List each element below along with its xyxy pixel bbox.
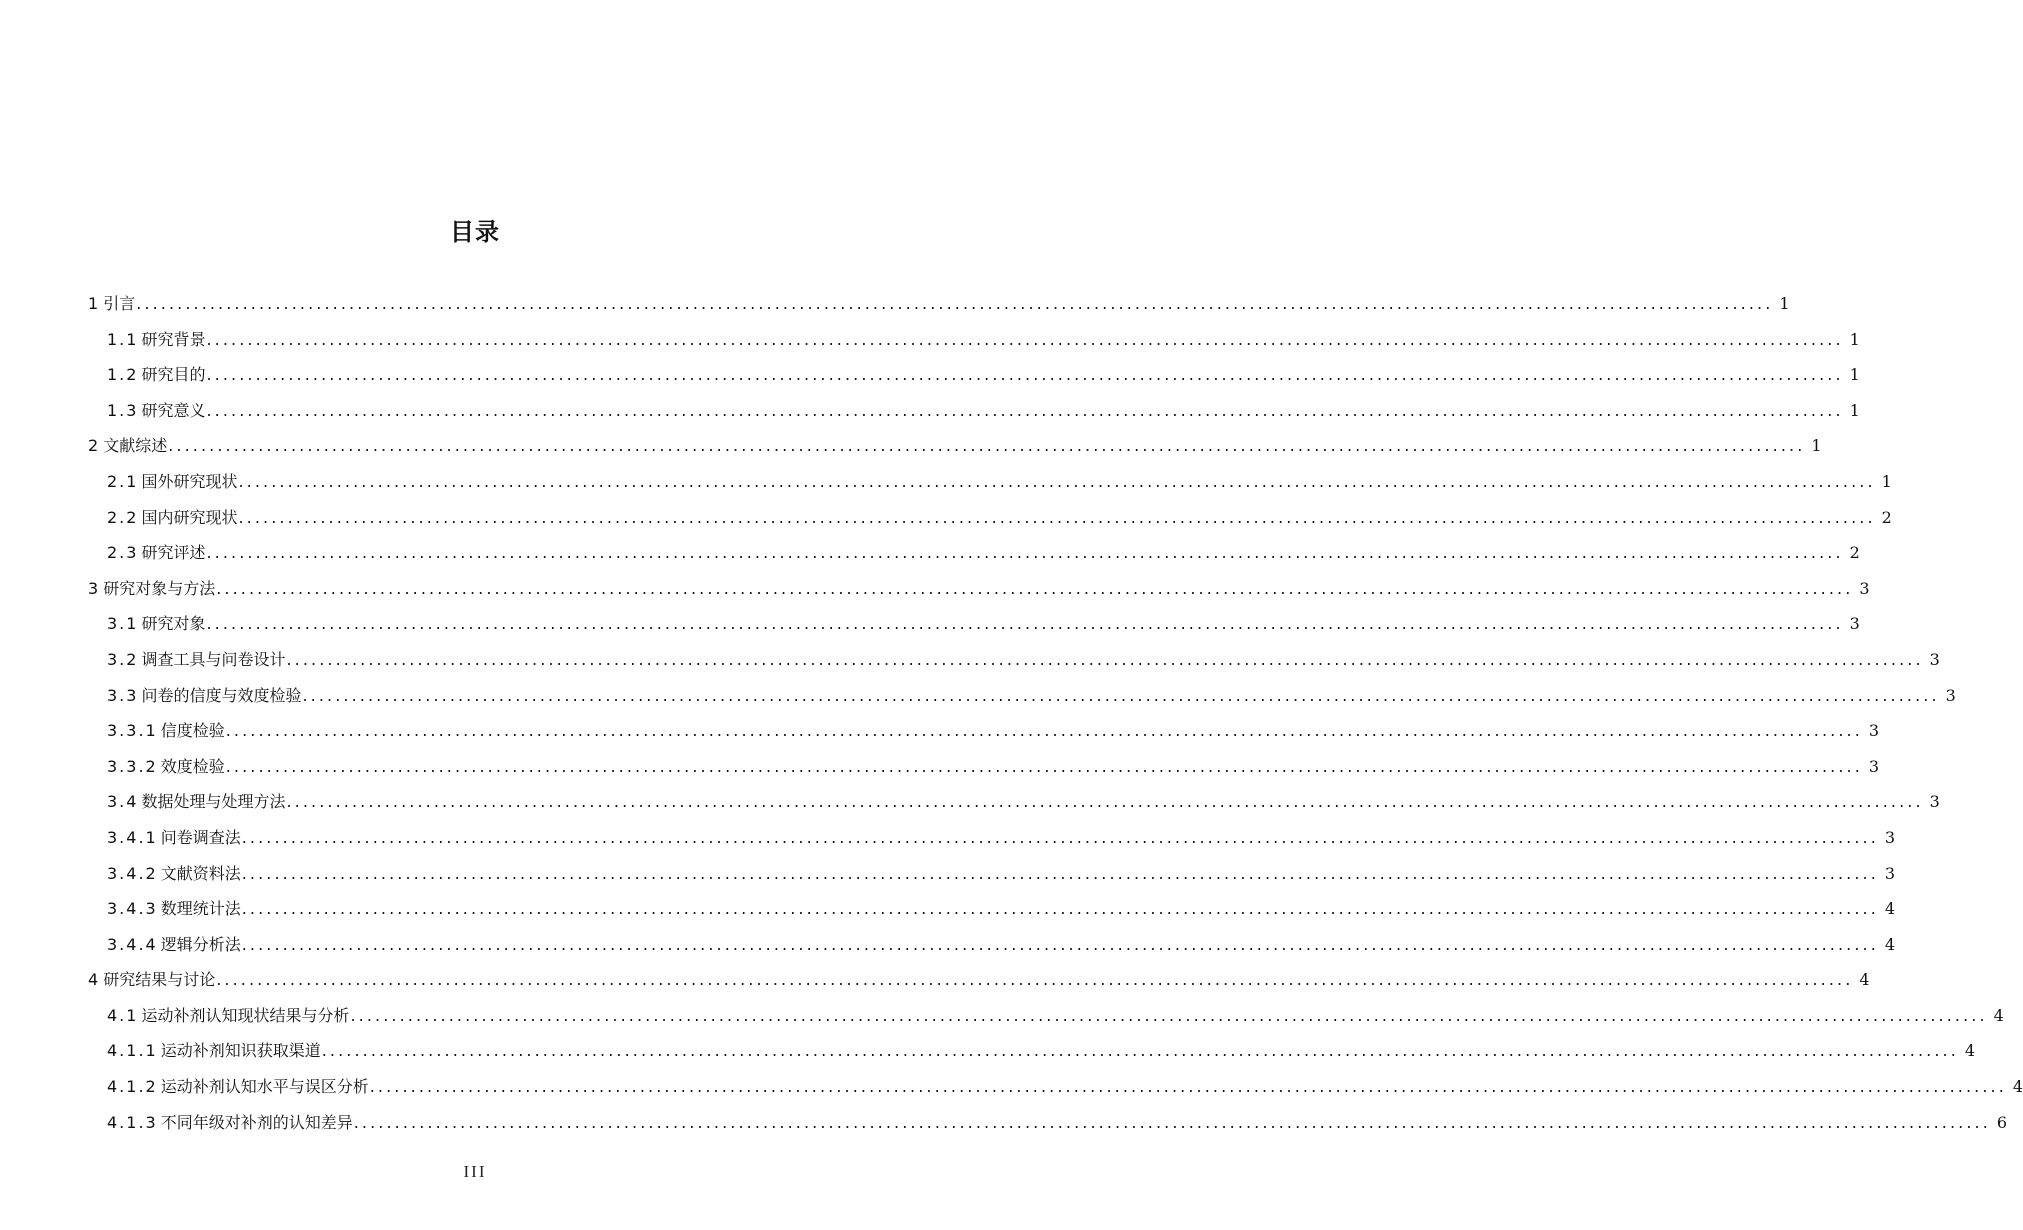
toc-entry-label xyxy=(107,891,241,927)
dot-leader: ........................................................................................................................................................................................................ xyxy=(238,471,1876,491)
toc-entry-number: 3.4.3 xyxy=(107,899,158,919)
dot-leader: ........................................................................................................................................................................................................ xyxy=(206,329,1844,349)
toc-entry-page: 1 xyxy=(1779,294,1790,313)
toc-entry-title: 研究对象 xyxy=(141,614,206,634)
toc-entry-number: 3.3.2 xyxy=(107,756,158,776)
dot-leader: ........................................................................................................................................................................................................ xyxy=(302,685,1940,705)
toc-entry-page: 2 xyxy=(1881,507,1892,527)
toc-entry-page: 3 xyxy=(1849,614,1860,634)
page-title: 目录 xyxy=(450,218,500,246)
toc-entry-number: 4.1.3 xyxy=(107,1112,158,1132)
toc-entry-number: 3 xyxy=(88,578,101,598)
toc-entry-number: 2 xyxy=(88,436,101,456)
dot-leader: ........................................................................................................................................................................................................ xyxy=(286,649,1924,669)
toc-entry-label xyxy=(107,856,241,892)
toc-entry-number: 1.1 xyxy=(107,329,139,349)
page-number: III xyxy=(463,1162,487,1181)
toc-entry-title: 调查工具与问卷设计 xyxy=(141,649,286,669)
toc-entry[interactable] xyxy=(88,1033,1976,1069)
toc-entry[interactable] xyxy=(88,428,1822,464)
toc-entry-page: 3 xyxy=(1945,685,1956,705)
toc-entry-number: 2.2 xyxy=(107,507,139,527)
toc-entry[interactable] xyxy=(88,749,1880,785)
toc-entry-title: 研究目的 xyxy=(141,365,206,385)
toc-entry[interactable] xyxy=(88,820,1896,856)
toc-entry-title: 文献综述 xyxy=(103,436,168,456)
dot-leader: ........................................................................................................................................................................................................ xyxy=(350,1005,1988,1025)
toc-entry-title: 研究意义 xyxy=(141,400,206,420)
toc-entry-label xyxy=(107,393,205,429)
dot-leader: ........................................................................................................................................................................................................ xyxy=(241,827,1879,847)
toc-entry-title: 研究评述 xyxy=(141,543,206,563)
toc-entry[interactable] xyxy=(88,856,1896,892)
toc-entry-number: 3.2 xyxy=(107,649,139,669)
dot-leader: ........................................................................................................................................................................................................ xyxy=(216,970,1854,990)
toc-entry[interactable] xyxy=(88,393,1860,429)
toc-entry-page: 3 xyxy=(1868,756,1880,776)
toc-entry-label xyxy=(107,784,285,820)
toc-entry-label xyxy=(107,464,237,500)
toc-entry-title: 引言 xyxy=(103,294,136,313)
toc-entry-title: 运动补剂认知现状结果与分析 xyxy=(141,1005,350,1025)
dot-leader: ........................................................................................................................................................................................................ xyxy=(241,863,1879,883)
toc-entry-label xyxy=(107,1033,321,1069)
toc-entry-number: 1 xyxy=(88,294,101,313)
toc-entry[interactable] xyxy=(88,606,1860,642)
toc-entry[interactable] xyxy=(88,784,1940,820)
toc-entry-label xyxy=(107,642,285,678)
toc-entry-page: 4 xyxy=(2012,1077,2023,1097)
toc-entry[interactable] xyxy=(88,891,1896,927)
toc-entry-page: 4 xyxy=(1964,1041,1976,1061)
dot-leader: ........................................................................................................................................................................................................ xyxy=(216,578,1854,598)
toc-entry[interactable] xyxy=(88,1069,2023,1105)
toc-entry-label xyxy=(107,927,241,963)
toc-entry-number: 3.4.2 xyxy=(107,863,158,883)
toc-entry-page: 2 xyxy=(1849,543,1860,563)
toc-entry-page: 3 xyxy=(1868,721,1880,741)
toc-entry[interactable] xyxy=(88,998,2004,1034)
toc-entry-page: 6 xyxy=(1996,1112,2008,1132)
toc-entry-page: 1 xyxy=(1849,329,1860,349)
toc-entry-label xyxy=(107,749,225,785)
toc-entry-title: 效度检验 xyxy=(160,756,225,776)
dot-leader: ........................................................................................................................................................................................................ xyxy=(353,1112,1991,1132)
toc-entry[interactable] xyxy=(88,286,1790,322)
toc-entry-label xyxy=(107,820,241,856)
dot-leader: ........................................................................................................................................................................................................ xyxy=(241,899,1879,919)
toc-entry[interactable] xyxy=(88,464,1892,500)
toc-entry-title: 问卷调查法 xyxy=(160,827,241,847)
toc-entry-page: 1 xyxy=(1849,365,1860,385)
toc-entry-label xyxy=(107,500,237,536)
toc-entry-title: 研究背景 xyxy=(141,329,206,349)
toc-entry-number: 3.3.1 xyxy=(107,721,158,741)
toc-entry[interactable] xyxy=(88,678,1956,714)
toc-entry-number: 4 xyxy=(88,970,101,990)
toc-entry-label xyxy=(88,962,215,998)
toc-entry-title: 数理统计法 xyxy=(160,899,241,919)
toc-entry-label xyxy=(88,286,135,322)
toc-entry-page: 3 xyxy=(1929,649,1940,669)
toc-entry-label xyxy=(107,998,349,1034)
toc-entry[interactable] xyxy=(88,1105,2008,1141)
toc-entry-label xyxy=(107,606,205,642)
table-of-contents xyxy=(88,286,2023,1140)
toc-entry-title: 运动补剂认知水平与误区分析 xyxy=(160,1077,369,1097)
toc-entry[interactable] xyxy=(88,962,1870,998)
dot-leader: ........................................................................................................................................................................................................ xyxy=(206,614,1844,634)
dot-leader: ........................................................................................................................................................................................................ xyxy=(206,543,1844,563)
toc-entry-number: 1.2 xyxy=(107,365,139,385)
dot-leader: ........................................................................................................................................................................................................ xyxy=(206,365,1844,385)
toc-entry-page: 3 xyxy=(1884,863,1896,883)
toc-entry-label xyxy=(107,535,205,571)
toc-entry-title: 问卷的信度与效度检验 xyxy=(141,685,302,705)
toc-entry-number: 3.1 xyxy=(107,614,139,634)
dot-leader: ........................................................................................................................................................................................................ xyxy=(238,507,1876,527)
toc-entry-title: 不同年级对补剂的认知差异 xyxy=(160,1112,353,1132)
toc-entry-label xyxy=(107,678,301,714)
toc-entry[interactable] xyxy=(88,571,1870,607)
toc-entry-title: 文献资料法 xyxy=(160,863,241,883)
toc-entry-page: 4 xyxy=(1859,970,1870,990)
toc-entry-page: 4 xyxy=(1884,899,1896,919)
toc-entry[interactable] xyxy=(88,927,1896,963)
dot-leader: ........................................................................................................................................................................................................ xyxy=(241,934,1879,954)
toc-entry-label xyxy=(107,322,205,358)
dot-leader: ........................................................................................................................................................................................................ xyxy=(225,756,1863,776)
toc-entry[interactable] xyxy=(88,357,1860,393)
toc-entry[interactable] xyxy=(88,713,1880,749)
toc-entry-title: 运动补剂知识获取渠道 xyxy=(160,1041,321,1061)
toc-entry-number: 1.3 xyxy=(107,400,139,420)
toc-entry-number: 3.3 xyxy=(107,685,139,705)
dot-leader: ........................................................................................................................................................................................................ xyxy=(136,294,1774,313)
toc-entry-label xyxy=(107,357,205,393)
toc-entry-label xyxy=(107,1105,353,1141)
toc-entry-page: 1 xyxy=(1849,400,1860,420)
toc-entry-number: 4.1.1 xyxy=(107,1041,158,1061)
toc-entry[interactable] xyxy=(88,322,1860,358)
toc-entry-page: 4 xyxy=(1993,1005,2004,1025)
toc-entry-label xyxy=(107,713,225,749)
toc-entry-number: 4.1.2 xyxy=(107,1077,158,1097)
toc-entry-label xyxy=(88,571,215,607)
toc-entry-title: 研究对象与方法 xyxy=(103,578,216,598)
toc-entry-title: 数据处理与处理方法 xyxy=(141,792,286,812)
toc-entry-number: 3.4.4 xyxy=(107,934,158,954)
toc-entry-title: 国内研究现状 xyxy=(141,507,238,527)
toc-entry-page: 4 xyxy=(1884,934,1896,954)
toc-entry-title: 国外研究现状 xyxy=(141,471,238,491)
toc-entry[interactable] xyxy=(88,500,1892,536)
toc-entry-title: 逻辑分析法 xyxy=(160,934,241,954)
dot-leader: ........................................................................................................................................................................................................ xyxy=(286,792,1924,812)
toc-entry-title: 研究结果与讨论 xyxy=(103,970,216,990)
dot-leader: ........................................................................................................................................................................................................ xyxy=(225,721,1863,741)
toc-entry-page: 3 xyxy=(1884,827,1896,847)
dot-leader: ........................................................................................................................................................................................................ xyxy=(168,436,1806,456)
toc-entry-page: 3 xyxy=(1859,578,1870,598)
toc-entry[interactable] xyxy=(88,535,1860,571)
toc-entry-page: 1 xyxy=(1811,436,1822,456)
dot-leader: ........................................................................................................................................................................................................ xyxy=(321,1041,1959,1061)
toc-entry-number: 2.3 xyxy=(107,543,139,563)
toc-entry[interactable] xyxy=(88,642,1940,678)
toc-entry-title: 信度检验 xyxy=(160,721,225,741)
toc-entry-number: 2.1 xyxy=(107,471,139,491)
toc-entry-label xyxy=(88,428,167,464)
toc-entry-number: 4.1 xyxy=(107,1005,139,1025)
toc-entry-label xyxy=(107,1069,369,1105)
toc-entry-number: 3.4.1 xyxy=(107,827,158,847)
toc-entry-page: 3 xyxy=(1929,792,1940,812)
toc-entry-number: 3.4 xyxy=(107,792,139,812)
dot-leader: ........................................................................................................................................................................................................ xyxy=(206,400,1844,420)
dot-leader: ........................................................................................................................................................................................................ xyxy=(369,1077,2007,1097)
toc-entry-page: 1 xyxy=(1881,471,1892,491)
